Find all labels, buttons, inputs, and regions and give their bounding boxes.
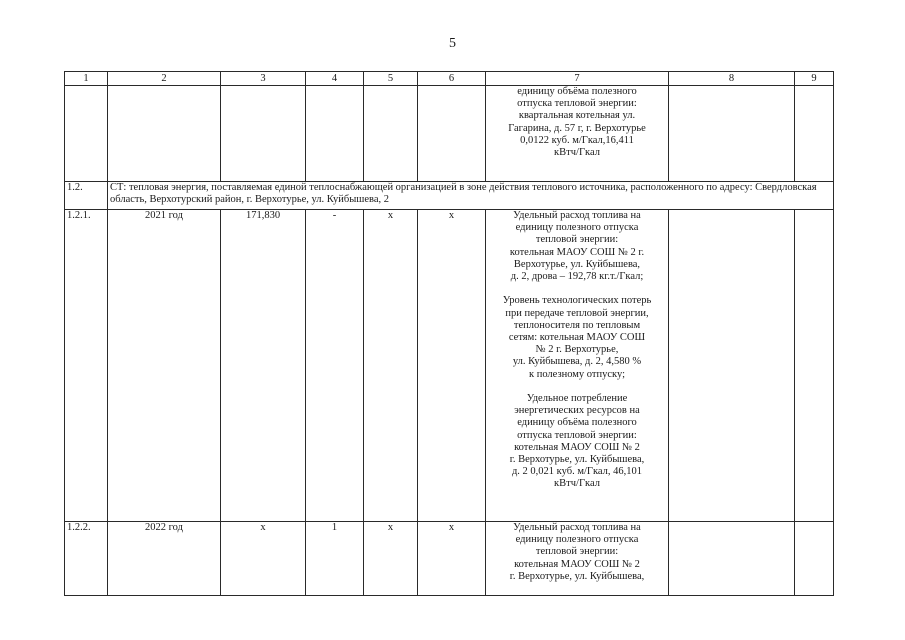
table-cell: х bbox=[418, 210, 486, 522]
table-cell bbox=[669, 210, 795, 522]
table-cell bbox=[65, 86, 108, 182]
table-cell bbox=[221, 86, 306, 182]
table-cell: 2021 год bbox=[108, 210, 221, 522]
header-cell: 3 bbox=[221, 72, 306, 86]
table-cell: 1.2.2. bbox=[65, 522, 108, 596]
table-cell: 171,830 bbox=[221, 210, 306, 522]
tariff-table bbox=[64, 71, 834, 596]
table-cell: - bbox=[306, 210, 364, 522]
header-cell: 6 bbox=[418, 72, 486, 86]
table-header-row bbox=[65, 72, 834, 86]
header-cell: 4 bbox=[306, 72, 364, 86]
table-cell: единицу объёма полезного отпуска тепловой энергии: квартальная котельная ул. Гагарина, д. 57 г, г. Верхотурье 0,0122 куб. м/Гкал,16,411 кВтч/Гкал bbox=[486, 86, 669, 182]
section-row bbox=[65, 182, 834, 210]
table-cell: х bbox=[364, 522, 418, 596]
table-row bbox=[65, 522, 834, 596]
table-cell: Удельный расход топлива на единицу полезного отпуска тепловой энергии: котельная МАОУ СОШ № 2 г. Верхотурье, ул. Куйбышева, bbox=[486, 522, 669, 596]
header-cell: 9 bbox=[795, 72, 834, 86]
table-row bbox=[65, 210, 834, 522]
table-cell: х bbox=[221, 522, 306, 596]
table-cell bbox=[364, 86, 418, 182]
header-cell: 8 bbox=[669, 72, 795, 86]
table-cell: Удельный расход топлива на единицу полезного отпуска тепловой энергии: котельная МАОУ СОШ № 2 г. Верхотурье, ул. Куйбышева, д. 2, дрова – 192,78 кг.т./Гкал; Уровень технологических потерь при передаче тепловой энергии, теплоносителя по тепловым сетям: котельная МАОУ СОШ № 2 г. Верхотурье, ул. Куйбышева, д. 2, 4,580 % к полезному отпуску; Удельное потребление энергетических ресурсов на единицу объёма полезного отпуска тепловой энергии: котельная МАОУ СОШ № 2 г. Верхотурье, ул. Куйбышева, д. 2 0,021 куб. м/Гкал, 46,101 кВтч/Гкал bbox=[486, 210, 669, 522]
table-cell bbox=[795, 86, 834, 182]
header-cell: 2 bbox=[108, 72, 221, 86]
table-cell bbox=[669, 522, 795, 596]
table-cell: 2022 год bbox=[108, 522, 221, 596]
table-cell bbox=[669, 86, 795, 182]
table-cell bbox=[306, 86, 364, 182]
section-description: СТ: тепловая энергия, поставляемая единой теплоснабжающей организацией в зоне действия теплового источника, расположенного по адресу: Свердловская область, Верхотурский район, г. Верхотурье, ул. Куйбышева, 2 bbox=[108, 182, 834, 210]
table-cell: 1.2. bbox=[65, 182, 108, 210]
header-cell: 7 bbox=[486, 72, 669, 86]
table-cell bbox=[108, 86, 221, 182]
table-row bbox=[65, 86, 834, 182]
header-cell: 5 bbox=[364, 72, 418, 86]
table-cell: х bbox=[418, 522, 486, 596]
page-number: 5 bbox=[449, 36, 456, 51]
table-cell: 1.2.1. bbox=[65, 210, 108, 522]
table-cell bbox=[418, 86, 486, 182]
table-cell: 1 bbox=[306, 522, 364, 596]
header-cell: 1 bbox=[65, 72, 108, 86]
table-cell bbox=[795, 522, 834, 596]
table-cell: х bbox=[364, 210, 418, 522]
table-cell bbox=[795, 210, 834, 522]
